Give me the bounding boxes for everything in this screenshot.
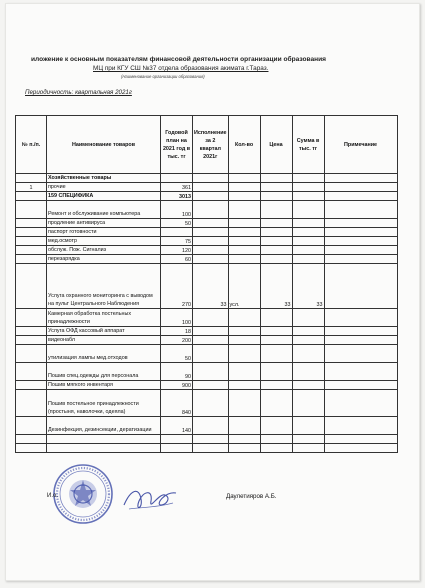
table-cell-price <box>260 363 292 381</box>
table-cell-exec <box>193 174 229 183</box>
table-cell-name <box>47 444 161 453</box>
table-cell-name: мед.осмотр <box>47 237 161 246</box>
table-cell-plan: 270 <box>161 264 193 309</box>
table-cell-no <box>16 417 47 435</box>
table-cell-qty <box>228 390 260 417</box>
table-cell-plan: 200 <box>161 336 193 345</box>
table-cell-note <box>324 345 397 363</box>
table-cell-name: Хозяйственные товары <box>47 174 161 183</box>
table-cell-qty <box>228 336 260 345</box>
table-cell-note <box>324 435 397 444</box>
table-cell-no <box>16 444 47 453</box>
table-cell-no <box>16 264 47 309</box>
table-cell-exec <box>193 444 229 453</box>
table-row <box>16 381 398 390</box>
table-cell-exec <box>193 435 229 444</box>
table-row <box>16 417 398 435</box>
table-cell-no <box>16 201 47 219</box>
table-cell-note <box>324 183 397 192</box>
table-cell-price <box>260 246 292 255</box>
table-row <box>16 264 398 309</box>
table-cell-exec <box>193 390 229 417</box>
table-cell-sum <box>292 417 324 435</box>
table-cell-price <box>260 336 292 345</box>
table-cell-note <box>324 246 397 255</box>
table-cell-note <box>324 192 397 201</box>
table-cell-sum <box>292 390 324 417</box>
column-header: № п./п. <box>16 116 47 174</box>
table-cell-note <box>324 336 397 345</box>
table-cell-sum <box>292 228 324 237</box>
document-title: иложение к основным показателям финансовой деятельности организации образования <box>31 56 327 63</box>
table-cell-price <box>260 192 292 201</box>
table-cell-no <box>16 255 47 264</box>
table-row <box>16 345 398 363</box>
table-cell-price <box>260 228 292 237</box>
table-cell-sum <box>292 183 324 192</box>
table-body <box>16 174 398 453</box>
table-row <box>16 309 398 327</box>
table-row <box>16 435 398 444</box>
table-cell-plan: 100 <box>161 309 193 327</box>
finance-table <box>15 115 398 453</box>
table-cell-qty <box>228 444 260 453</box>
table-cell-qty: усл. <box>228 264 260 309</box>
column-header: Примечание <box>324 116 397 174</box>
table-cell-no <box>16 336 47 345</box>
table-cell-qty <box>228 201 260 219</box>
table-cell-price <box>260 183 292 192</box>
table-cell-plan: 75 <box>161 237 193 246</box>
column-header: Исполнение за 2 квартал 2021г <box>193 116 229 174</box>
table-cell-sum <box>292 345 324 363</box>
table-cell-qty <box>228 381 260 390</box>
table-cell-price <box>260 327 292 336</box>
reporting-period: Периодичность: квартальная 2021г <box>25 89 132 96</box>
table-cell-plan <box>161 174 193 183</box>
table-cell-price <box>260 390 292 417</box>
table-cell-name: Услуга ОФД кассовый аппарат <box>47 327 161 336</box>
table-cell-plan: 90 <box>161 363 193 381</box>
table-cell-price <box>260 237 292 246</box>
table-cell-plan: 3013 <box>161 192 193 201</box>
table-cell-sum <box>292 174 324 183</box>
table-cell-plan: 50 <box>161 345 193 363</box>
table-cell-plan <box>161 435 193 444</box>
table-cell-price <box>260 174 292 183</box>
table-cell-sum <box>292 309 324 327</box>
table-cell-name: Услуга охранного мониторинга с выводом на пульт Центрального Наблюдения <box>47 264 161 309</box>
table-cell-exec <box>193 309 229 327</box>
table-cell-exec <box>193 228 229 237</box>
table-cell-price: 33 <box>260 264 292 309</box>
handwritten-signature <box>121 481 179 517</box>
table-cell-exec <box>193 345 229 363</box>
organization-name: МЦ при КГУ СШ №37 отдела образования акимата г.Тараз. <box>93 65 269 72</box>
table-cell-plan: 361 <box>161 183 193 192</box>
table-cell-no <box>16 174 47 183</box>
table-cell-sum: 33 <box>292 264 324 309</box>
table-row <box>16 390 398 417</box>
table-cell-name: обслуж. Пож. Сигнализ <box>47 246 161 255</box>
table-cell-name: видеонабл <box>47 336 161 345</box>
table-cell-plan: 18 <box>161 327 193 336</box>
table-cell-price <box>260 381 292 390</box>
table-row <box>16 228 398 237</box>
table-cell-exec <box>193 336 229 345</box>
signer-position: И.о. <box>47 493 58 499</box>
table-cell-qty <box>228 219 260 228</box>
table-cell-no <box>16 228 47 237</box>
table-cell-note <box>324 201 397 219</box>
table-cell-exec <box>193 201 229 219</box>
table-cell-no <box>16 192 47 201</box>
table-row <box>16 219 398 228</box>
table-cell-plan: 50 <box>161 219 193 228</box>
table-cell-name: прочие <box>47 183 161 192</box>
table-cell-qty <box>228 363 260 381</box>
table-cell-exec <box>193 363 229 381</box>
table-cell-no <box>16 435 47 444</box>
table-cell-sum <box>292 192 324 201</box>
table-cell-sum <box>292 336 324 345</box>
column-header: Наименование товаров <box>47 116 161 174</box>
table-cell-sum <box>292 246 324 255</box>
table-cell-exec <box>193 255 229 264</box>
table-cell-exec <box>193 219 229 228</box>
table-row <box>16 201 398 219</box>
table-cell-no <box>16 327 47 336</box>
table-cell-name: паспорт готовности <box>47 228 161 237</box>
table-cell-qty <box>228 327 260 336</box>
column-header: Сумма в тыс. тг <box>292 116 324 174</box>
table-cell-exec <box>193 192 229 201</box>
table-cell-qty <box>228 228 260 237</box>
table-cell-no <box>16 246 47 255</box>
table-cell-price <box>260 435 292 444</box>
table-cell-note <box>324 228 397 237</box>
table-cell-exec <box>193 417 229 435</box>
table-cell-sum <box>292 237 324 246</box>
table-cell-price <box>260 255 292 264</box>
table-cell-name: Пошив мягкого инвентаря <box>47 381 161 390</box>
table-cell-no <box>16 363 47 381</box>
table-row <box>16 174 398 183</box>
table-cell-sum <box>292 381 324 390</box>
table-cell-name: Пошив постельное принадлежности (простыня, наволочки, одеяла) <box>47 390 161 417</box>
table-cell-note <box>324 390 397 417</box>
table-cell-sum <box>292 219 324 228</box>
organization-caption: (Наименование организации образования) <box>121 74 205 79</box>
table-cell-price <box>260 444 292 453</box>
table-cell-no <box>16 390 47 417</box>
column-header: Кол-во <box>228 116 260 174</box>
document-page <box>5 3 420 581</box>
table-cell-plan <box>161 444 193 453</box>
table-row <box>16 237 398 246</box>
table-cell-name: Ремонт и обслуживание компьютера <box>47 201 161 219</box>
table-cell-note <box>324 237 397 246</box>
table-cell-name: 159 СПЕЦИФИКА <box>47 192 161 201</box>
table-cell-note <box>324 381 397 390</box>
table-row <box>16 183 398 192</box>
table-cell-price <box>260 417 292 435</box>
table-cell-note <box>324 363 397 381</box>
table-cell-no <box>16 309 47 327</box>
table-cell-qty <box>228 237 260 246</box>
table-header-row <box>16 116 398 174</box>
table-cell-plan: 120 <box>161 246 193 255</box>
table-cell-exec <box>193 327 229 336</box>
table-cell-note <box>324 174 397 183</box>
signer-name: Даулетияров А.Б. <box>226 493 277 500</box>
official-seal-stamp <box>52 463 114 525</box>
table-cell-plan: 900 <box>161 381 193 390</box>
table-cell-no <box>16 237 47 246</box>
table-cell-name: Пошив спец.одежды для персонала <box>47 363 161 381</box>
table-cell-price <box>260 219 292 228</box>
table-cell-qty <box>228 192 260 201</box>
table-cell-no <box>16 381 47 390</box>
table-cell-name: утилизация лампы мед.отходов <box>47 345 161 363</box>
table-cell-price <box>260 201 292 219</box>
table-cell-name <box>47 435 161 444</box>
table-cell-plan <box>161 228 193 237</box>
table-cell-qty <box>228 255 260 264</box>
column-header: Цена <box>260 116 292 174</box>
table-cell-plan: 140 <box>161 417 193 435</box>
table-cell-sum <box>292 201 324 219</box>
table-cell-sum <box>292 435 324 444</box>
table-cell-name: перезарядка <box>47 255 161 264</box>
table-cell-sum <box>292 327 324 336</box>
table-cell-no <box>16 219 47 228</box>
table-cell-no: 1 <box>16 183 47 192</box>
table-row <box>16 444 398 453</box>
table-cell-plan: 100 <box>161 201 193 219</box>
table-cell-note <box>324 444 397 453</box>
table-row <box>16 255 398 264</box>
table-row <box>16 327 398 336</box>
table-cell-qty <box>228 345 260 363</box>
table-cell-no <box>16 345 47 363</box>
table-cell-sum <box>292 255 324 264</box>
table-row <box>16 192 398 201</box>
table-cell-qty <box>228 246 260 255</box>
table-cell-note <box>324 219 397 228</box>
table-cell-qty <box>228 183 260 192</box>
table-cell-sum <box>292 363 324 381</box>
table-cell-note <box>324 264 397 309</box>
table-cell-qty <box>228 174 260 183</box>
table-cell-note <box>324 309 397 327</box>
table-cell-plan: 840 <box>161 390 193 417</box>
table-cell-name: Дезинфекция, дезинсекции, дератизации <box>47 417 161 435</box>
table-cell-note <box>324 255 397 264</box>
table-cell-plan: 60 <box>161 255 193 264</box>
table-cell-name: продление антивируса <box>47 219 161 228</box>
table-cell-price <box>260 345 292 363</box>
table-cell-note <box>324 417 397 435</box>
table-cell-exec: 33 <box>193 264 229 309</box>
table-cell-name: Камерная обработка постельных принадлежности <box>47 309 161 327</box>
table-cell-qty <box>228 417 260 435</box>
table-cell-note <box>324 327 397 336</box>
table-row <box>16 363 398 381</box>
table-cell-sum <box>292 444 324 453</box>
table-cell-exec <box>193 246 229 255</box>
column-header: Годовой план на 2021 год в тыс. тг <box>161 116 193 174</box>
table-cell-price <box>260 309 292 327</box>
table-cell-qty <box>228 309 260 327</box>
table-cell-qty <box>228 435 260 444</box>
table-cell-exec <box>193 237 229 246</box>
table-row <box>16 336 398 345</box>
table-cell-exec <box>193 183 229 192</box>
table-row <box>16 246 398 255</box>
table-cell-exec <box>193 381 229 390</box>
